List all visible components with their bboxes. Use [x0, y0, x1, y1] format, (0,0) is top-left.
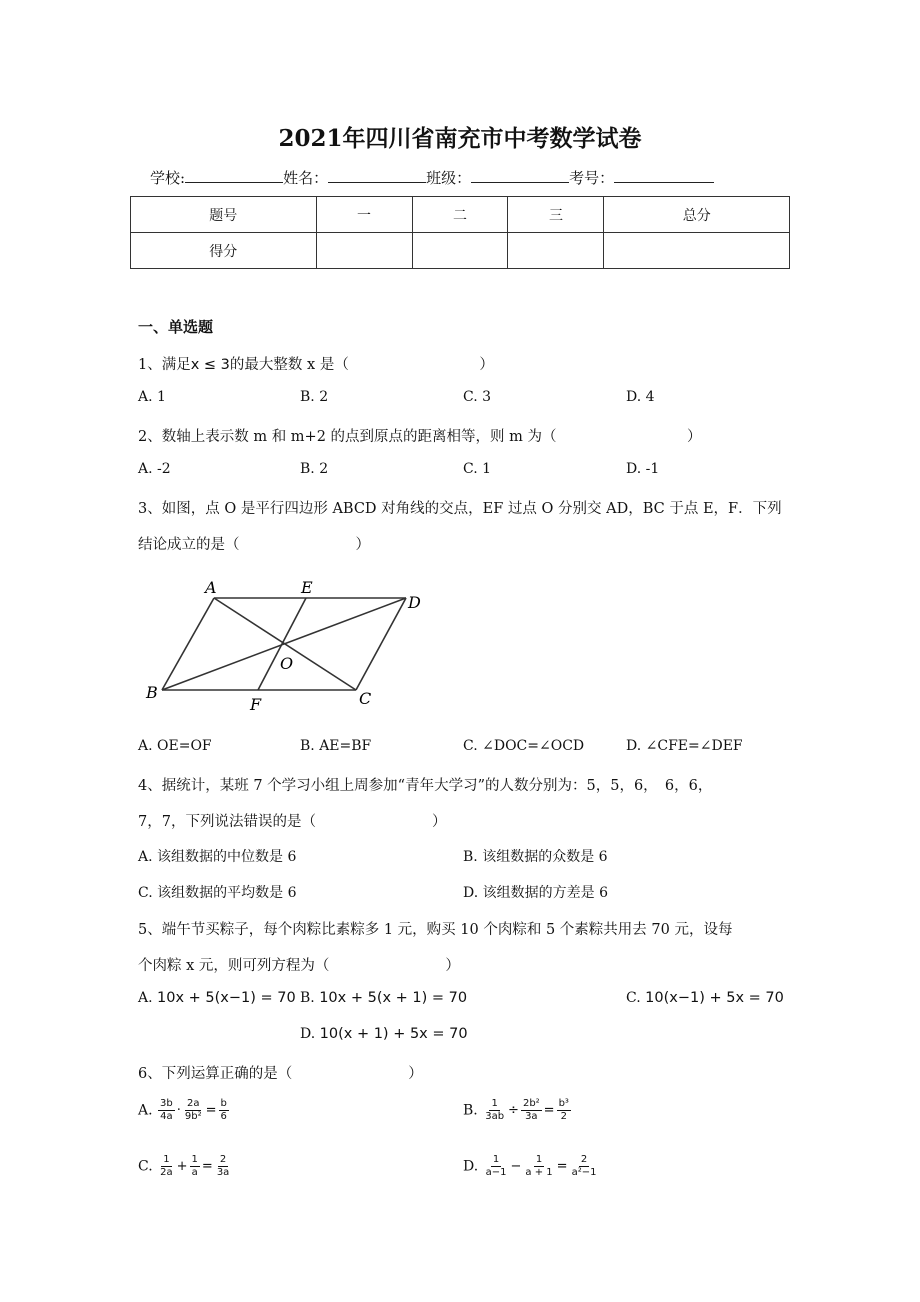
score-cell: 题号: [131, 197, 317, 233]
number-label: 考号：: [569, 169, 615, 187]
diagonal-bd: [162, 598, 406, 690]
option-d[interactable]: D. 该组数据的方差是 6: [463, 885, 608, 901]
fraction: [215, 1154, 232, 1179]
question-1-stem: [138, 353, 494, 374]
numerator: 1: [163, 1154, 170, 1165]
equals-sign: =: [201, 1159, 213, 1174]
score-cell: 得分: [131, 233, 317, 269]
question-6-stem: 6、下列运算正确的是（ ）: [138, 1066, 423, 1082]
operator: −: [510, 1159, 522, 1174]
section-title: 一、单选题: [138, 318, 214, 336]
numerator: 1: [535, 1154, 543, 1165]
numerator: 3b: [160, 1098, 173, 1109]
math-expression: 10(x + 1) + 5x = 70: [319, 1026, 468, 1042]
option-d[interactable]: D. 4: [626, 389, 655, 405]
denominator: 2a: [160, 1167, 173, 1178]
option-b[interactable]: B. 该组数据的众数是 6: [463, 849, 608, 865]
option-b[interactable]: B. 2: [300, 389, 329, 405]
question-4-stem-line1: 4、据统计，某班 7 个学习小组上周参加“青年大学习”的人数分别为：5，5，6， 6，6，: [138, 778, 713, 794]
numerator: 1: [191, 1154, 198, 1165]
segment-ab: [162, 598, 214, 690]
option-c[interactable]: C. ∠DOC=∠OCD: [463, 738, 585, 754]
denominator: 9b²: [184, 1111, 202, 1122]
score-cell: 总分: [604, 197, 790, 233]
option-a[interactable]: [138, 1098, 230, 1123]
option-d[interactable]: D. -1: [626, 461, 660, 477]
option-b[interactable]: [300, 990, 467, 1006]
option-a[interactable]: [138, 990, 296, 1006]
option-d[interactable]: [300, 1026, 468, 1042]
option-a[interactable]: A. -2: [138, 461, 171, 477]
equals-sign: =: [543, 1103, 555, 1118]
option-d[interactable]: [463, 1154, 599, 1179]
denominator: 3ab: [485, 1111, 505, 1122]
score-cell: 二: [412, 197, 508, 233]
option-c[interactable]: C. 该组数据的平均数是 6: [138, 885, 297, 901]
option-label: A.: [138, 1102, 153, 1119]
option-label: B.: [463, 1102, 478, 1119]
numerator: 2: [580, 1154, 588, 1165]
option-label: D.: [300, 1026, 316, 1042]
numerator: b³: [558, 1098, 569, 1109]
option-b[interactable]: [463, 1098, 572, 1123]
option-c[interactable]: C. 1: [463, 461, 492, 477]
figure-lines: [162, 598, 406, 690]
denominator: a²−1: [571, 1167, 597, 1178]
point-label-a: A: [205, 578, 217, 597]
numerator: 1: [491, 1098, 498, 1109]
question-text: 的最大整数 x 是（ ）: [229, 357, 494, 373]
question-2-stem: 2、数轴上表示数 m 和 m+2 的点到原点的距离相等，则 m 为（ ）: [138, 429, 702, 445]
score-table-header-row: [131, 197, 790, 233]
denominator: 4a: [160, 1111, 173, 1122]
operator: ÷: [508, 1103, 519, 1118]
point-label-c: C: [359, 689, 372, 708]
score-cell: 三: [508, 197, 604, 233]
point-label-e: E: [301, 578, 313, 597]
math-expression: 10x + 5(x + 1) = 70: [319, 990, 468, 1006]
fraction: [219, 1098, 229, 1123]
denominator: a: [191, 1167, 198, 1178]
fraction: [521, 1098, 542, 1123]
fraction: [158, 1098, 175, 1123]
numerator: 2a: [186, 1098, 200, 1109]
segment-cd: [356, 598, 406, 690]
fraction: [190, 1154, 200, 1179]
denominator: 6: [220, 1111, 227, 1122]
school-label: 学校:: [150, 169, 186, 187]
denominator: a−1: [485, 1167, 507, 1178]
score-input-cell[interactable]: [604, 233, 790, 269]
numerator: b: [220, 1098, 227, 1109]
score-table: [130, 196, 790, 269]
option-label: B.: [300, 990, 315, 1006]
point-label-b: B: [146, 683, 158, 702]
point-label-d: D: [408, 593, 421, 612]
class-label: 班级：: [426, 169, 472, 187]
option-c[interactable]: [138, 1154, 232, 1179]
number-blank[interactable]: [614, 167, 714, 183]
math-expression: 10(x−1) + 5x = 70: [645, 990, 784, 1006]
score-input-cell[interactable]: [412, 233, 508, 269]
question-3-stem-line1: 3、如图，点 O 是平行四边形 ABCD 对角线的交点，EF 过点 O 分别交 AD，BC 于点 E，F．下列: [138, 501, 782, 517]
question-5-stem-line1: 5、端午节买粽子，每个肉粽比素粽多 1 元，购买 10 个肉粽和 5 个素粽共用去 70 元，设每: [138, 922, 733, 938]
denominator: 3a: [216, 1167, 230, 1178]
segment-ef: [258, 598, 306, 690]
option-label: D.: [463, 1158, 479, 1175]
denominator: 2: [560, 1111, 567, 1122]
fraction: [183, 1098, 204, 1123]
equals-sign: =: [556, 1159, 568, 1174]
question-5-stem-line2: 个肉粽 x 元，则可列方程为（ ）: [138, 958, 460, 974]
equals-sign: =: [205, 1103, 217, 1118]
option-c[interactable]: [626, 990, 784, 1006]
fraction: [158, 1154, 175, 1179]
denominator: a + 1: [525, 1167, 553, 1178]
question-3-stem-line2: 结论成立的是（ ）: [138, 537, 370, 553]
denominator: 3a: [525, 1111, 538, 1122]
operator: +: [176, 1159, 188, 1174]
math-expression: 10x + 5(x−1) = 70: [157, 990, 296, 1006]
school-blank[interactable]: [185, 167, 283, 183]
point-label-o: O: [280, 654, 294, 673]
student-info-line: [150, 167, 714, 188]
point-label-f: F: [250, 695, 262, 712]
score-input-cell[interactable]: [508, 233, 604, 269]
score-cell: 一: [316, 197, 412, 233]
fraction: [484, 1154, 509, 1179]
option-label: C.: [626, 990, 641, 1006]
question-text: 1、满足: [138, 357, 191, 373]
question-4-stem-line2: 7，7，下列说法错误的是（ ）: [138, 814, 447, 830]
option-a[interactable]: A. OE=OF: [138, 738, 212, 754]
numerator: 1: [492, 1154, 500, 1165]
fraction: [483, 1098, 506, 1123]
fraction: [523, 1154, 554, 1179]
class-blank[interactable]: [471, 167, 569, 183]
option-c[interactable]: C. 3: [463, 389, 492, 405]
math-expression: x ≤ 3: [190, 357, 230, 373]
option-a[interactable]: A. 1: [138, 389, 166, 405]
page-title: 2021年四川省南充市中考数学试卷: [278, 125, 642, 152]
numerator: 2: [219, 1154, 227, 1165]
option-b[interactable]: B. 2: [300, 461, 329, 477]
option-label: C.: [138, 1158, 153, 1175]
parallelogram-figure: [140, 572, 440, 712]
fraction: [557, 1098, 571, 1123]
option-a[interactable]: A. 该组数据的中位数是 6: [138, 849, 297, 865]
option-b[interactable]: B. AE=BF: [300, 738, 372, 754]
name-label: 姓名：: [283, 169, 329, 187]
name-blank[interactable]: [328, 167, 426, 183]
score-input-cell[interactable]: [316, 233, 412, 269]
fraction: [570, 1154, 599, 1179]
score-table-score-row: [131, 233, 790, 269]
numerator: 2b²: [522, 1098, 540, 1109]
option-d[interactable]: D. ∠CFE=∠DEF: [626, 738, 743, 754]
operator: ·: [176, 1103, 181, 1118]
option-label: A.: [138, 990, 153, 1006]
